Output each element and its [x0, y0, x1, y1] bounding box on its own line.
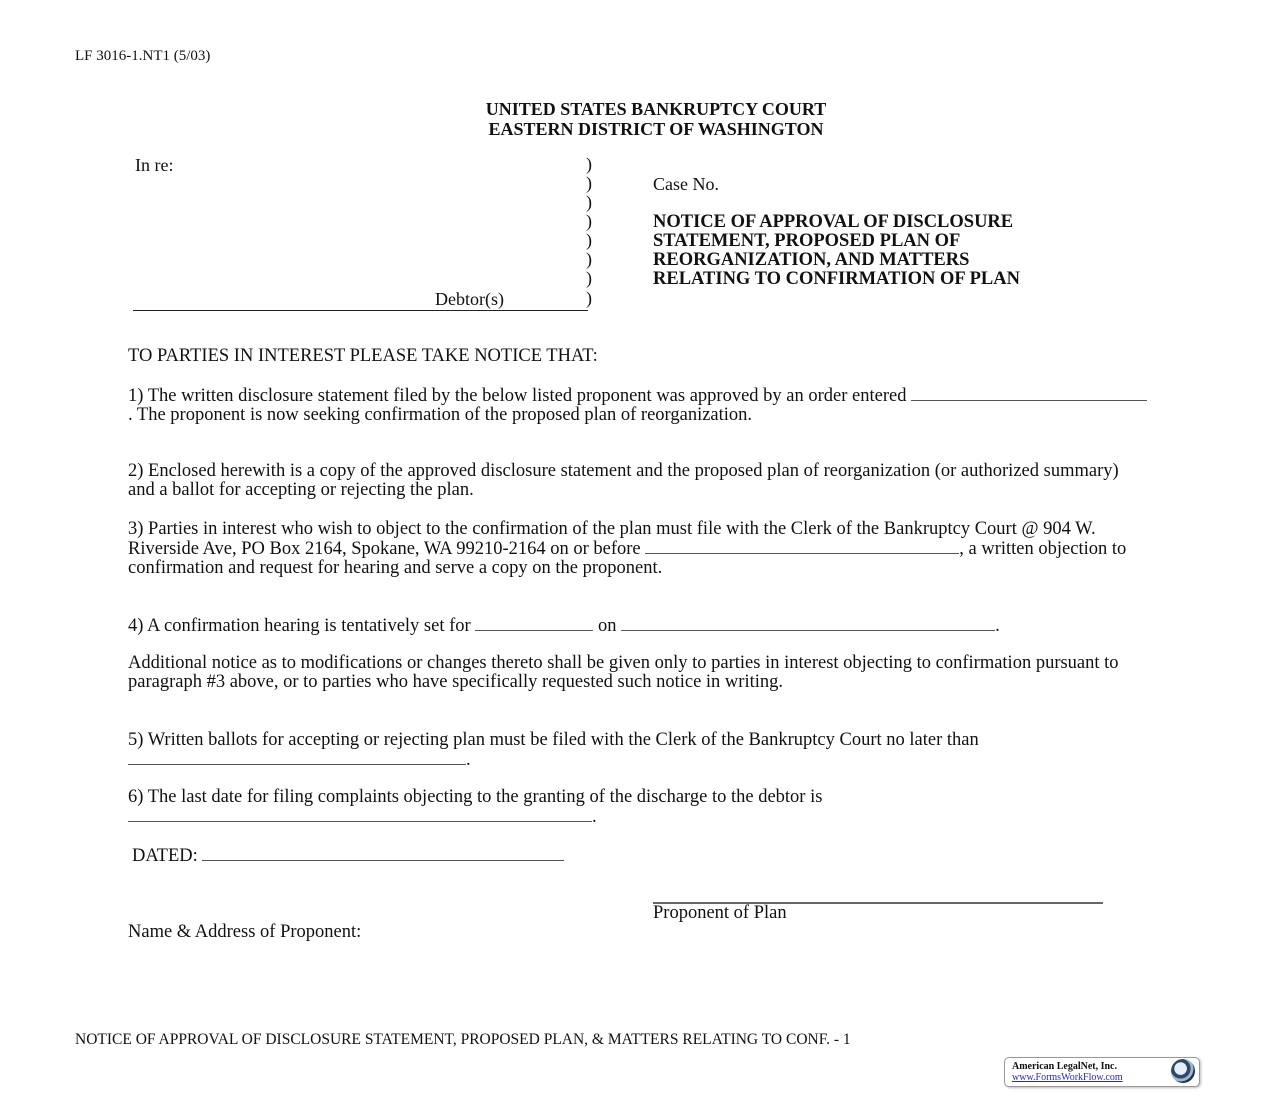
objection-deadline-blank[interactable] — [645, 539, 959, 554]
name-address-label: Name & Address of Proponent: — [128, 922, 362, 942]
paragraph-4 — [128, 616, 1148, 636]
additional-notice: Additional notice as to modifications or changes thereto shall be given only to parties in interest objecting to confirmation pursuant to paragraph #3 above, or to parties who have specifically requested such notice in writing. — [128, 653, 1119, 692]
paragraph-text: on — [597, 616, 617, 636]
paragraph-text: . — [466, 750, 471, 770]
title-line: NOTICE OF APPROVAL OF DISCLOSURE — [653, 212, 1014, 232]
paragraph-text: 1) The written disclosure statement filed by the below listed proponent was approved by an order entered — [128, 386, 907, 406]
paren: ) — [586, 192, 592, 212]
legalnet-badge[interactable] — [1004, 1057, 1200, 1087]
paragraph-5 — [128, 731, 1148, 770]
form-id: LF 3016-1.NT1 (5/03) — [75, 48, 211, 64]
case-number-label: Case No. — [653, 174, 719, 194]
order-date-blank[interactable] — [911, 386, 1147, 401]
paragraph-text: 4) A confirmation hearing is tentatively set for — [128, 616, 471, 636]
ballot-deadline-blank[interactable] — [128, 750, 466, 765]
paragraph-3 — [128, 520, 1148, 578]
paren: ) — [586, 288, 592, 308]
title-line: REORGANIZATION, AND MATTERS — [653, 250, 970, 270]
proponent-label: Proponent of Plan — [653, 903, 787, 923]
debtor-label: Debtor(s) — [435, 289, 504, 309]
globe-logo-icon — [1171, 1059, 1195, 1083]
dated-blank[interactable] — [202, 846, 564, 861]
paren: ) — [586, 249, 592, 269]
paragraph-1 — [128, 386, 1148, 425]
badge-link[interactable]: www.FormsWorkFlow.com — [1012, 1072, 1123, 1083]
court-district: EASTERN DISTRICT OF WASHINGTON — [488, 119, 824, 139]
document-title — [653, 213, 1020, 289]
paragraph-text: 6) The last date for filing complaints objecting to the granting of the discharge to the debtor is — [128, 787, 823, 807]
paragraph-text: 3) Parties in interest who wish to object to the confirmation of the plan must file with the Clerk of the Bankruptcy Court @ 904 W. Riverside Ave, PO Box 2164, Spokane, WA 99210-2164 on or before — [128, 519, 1096, 559]
discharge-deadline-blank[interactable] — [128, 807, 592, 822]
paren: ) — [586, 154, 592, 174]
title-line: STATEMENT, PROPOSED PLAN OF — [653, 231, 961, 251]
paragraph-text: 5) Written ballots for accepting or rejecting plan must be filed with the Clerk of the Bankruptcy Court no later than — [128, 730, 979, 750]
paragraph-text: . The proponent is now seeking confirmation of the proposed plan of reorganization. — [128, 405, 753, 425]
dated-label: DATED: — [132, 846, 198, 866]
paragraph-2: 2) Enclosed herewith is a copy of the approved disclosure statement and the proposed plan of reorganization (or authorized summary) and a ballot for accepting or rejecting the plan. — [128, 461, 1119, 500]
badge-company: American LegalNet, Inc. — [1012, 1061, 1117, 1072]
paren: ) — [586, 230, 592, 250]
notice-heading: TO PARTIES IN INTEREST PLEASE TAKE NOTICE THAT: — [128, 346, 598, 366]
paragraph-text: . — [592, 807, 597, 827]
hearing-time-blank[interactable] — [475, 616, 593, 631]
title-line: RELATING TO CONFIRMATION OF PLAN — [653, 269, 1020, 289]
paren: ) — [586, 173, 592, 193]
court-name: UNITED STATES BANKRUPTCY COURT — [485, 99, 827, 119]
in-re-label: In re: — [135, 155, 174, 175]
paren: ) — [586, 268, 592, 288]
dated-field — [132, 846, 564, 867]
paragraph-text: . — [995, 616, 1000, 636]
paragraph-text: , a written objection to confirmation and request for hearing and serve a copy on the proponent. — [128, 539, 1127, 578]
paren: ) — [586, 211, 592, 231]
hearing-date-blank[interactable] — [621, 616, 995, 631]
paragraph-6 — [128, 788, 1148, 827]
debtor-name-line[interactable] — [133, 310, 588, 311]
page-footer: NOTICE OF APPROVAL OF DISCLOSURE STATEMENT, PROPOSED PLAN, & MATTERS RELATING TO CONF. - 1 — [75, 1031, 851, 1048]
